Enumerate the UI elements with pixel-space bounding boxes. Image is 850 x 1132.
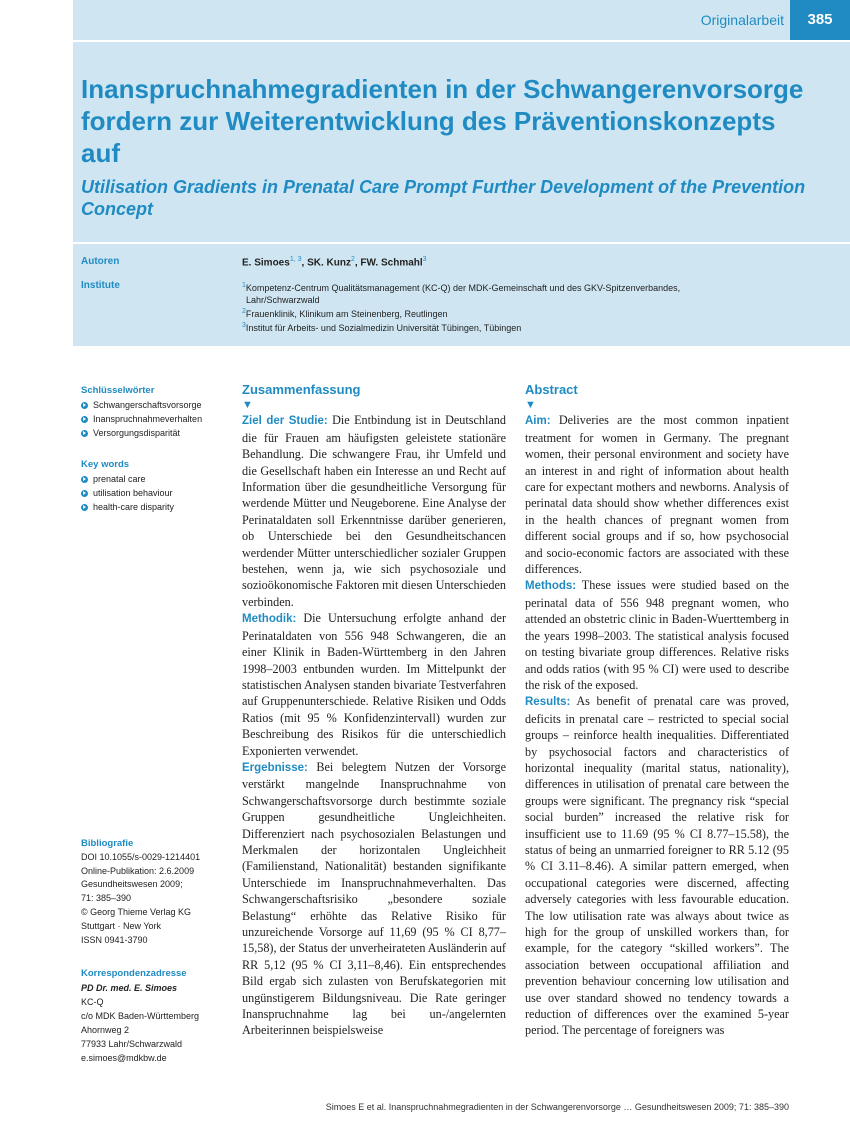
bullet-arrow-icon xyxy=(81,430,88,437)
paragraph-label: Aim: xyxy=(525,415,551,428)
address-line: KC-Q xyxy=(81,997,104,1007)
title-german: Inanspruchnahmegradienten in der Schwangerenvorsorge fordern zur Weiterentwicklung des Präventionskonzepts auf xyxy=(81,74,804,168)
institute-text: Frauenklinik, Klinikum am Steinenberg, Reutlingen xyxy=(245,309,448,319)
author-affiliation: 1, 3 xyxy=(289,256,302,263)
biblio-line: DOI 10.1055/s-0029-1214401 xyxy=(81,851,201,862)
keywords-german xyxy=(81,384,231,440)
paragraph-label: Methodik: xyxy=(242,613,297,626)
institute-item xyxy=(242,320,802,334)
paragraph-text: These issues were studied based on the perinatal data of 556 948 pregnant women, who attended an obstetric clinic in Baden-Wuerttemberg in the years 1998–2003. The statistical analysis focused on testing bivariate group differences. Relative risks and odds ratios (with 95 % CI) were used to describe the risk of the exposed. xyxy=(525,578,789,692)
keywords-english-heading: Key words xyxy=(81,459,130,470)
top-bar xyxy=(73,0,850,40)
abstract-heading: Abstract xyxy=(525,382,578,397)
keyword-item xyxy=(81,472,231,486)
biblio-line: ISSN 0941-3790 xyxy=(81,934,148,945)
institute-text: Kompetenz-Centrum Qualitätsmanagement (KC-Q) der MDK-Gemeinschaft und des GKV-Spitzenverbandes, xyxy=(245,283,681,293)
author-affiliation: 3 xyxy=(422,256,427,263)
author-name: FW. Schmahl xyxy=(360,257,423,269)
authors-label: Autoren xyxy=(81,256,120,267)
authors xyxy=(242,256,427,268)
keyword-item xyxy=(81,426,231,440)
bullet-arrow-icon xyxy=(81,490,88,497)
paragraph xyxy=(242,759,506,1039)
paragraph-text: Deliveries are the most common inpatient treatment for women in Germany. The pregnant women, their personal environment and society have an interest in and right of information about health care for expectant mothers and newborns. Analysis of perinatal data should show whether differences exist in the health chances of pregnant women from different social groups and if so, how psychosocial and socio-economic factors are associated with these differences. xyxy=(525,413,789,577)
zusammenfassung-column xyxy=(242,382,506,1039)
paragraph xyxy=(525,693,789,1039)
correspondence-heading: Korrespondenzadresse xyxy=(81,968,187,979)
abstract-column xyxy=(525,382,789,1039)
arrow-down-icon: ▼ xyxy=(525,399,536,412)
section-label: Originalarbeit xyxy=(700,12,784,28)
biblio-line: 71: 385–390 xyxy=(81,893,132,904)
paragraph-label: Ziel der Studie: xyxy=(242,415,328,428)
keyword-text: health-care disparity xyxy=(93,502,175,512)
address-line: Ahornweg 2 xyxy=(81,1025,130,1035)
bullet-arrow-icon xyxy=(81,402,88,409)
biblio-line: © Georg Thieme Verlag KG xyxy=(81,906,192,917)
title-english: Utilisation Gradients in Prenatal Care Prompt Further Development of the Prevention Concept xyxy=(81,177,806,219)
author-separator: , xyxy=(301,257,308,269)
author-separator: , xyxy=(354,257,361,269)
bibliography-heading: Bibliografie xyxy=(81,838,134,849)
keyword-text: Schwangerschaftsvorsorge xyxy=(93,400,202,410)
email-address: e.simoes@mdkbw.de xyxy=(81,1053,167,1063)
institute-text: Institut für Arbeits- und Sozialmedizin Universität Tübingen, Tübingen xyxy=(245,323,522,333)
biblio-line: Gesundheitswesen 2009; xyxy=(81,879,183,890)
address-line: c/o MDK Baden-Württemberg xyxy=(81,1011,200,1021)
biblio-line: Stuttgart · New York xyxy=(81,920,162,931)
author-name: SK. Kunz xyxy=(307,257,351,269)
keyword-item xyxy=(81,412,231,426)
institute-item xyxy=(242,294,802,306)
zusammenfassung-heading: Zusammenfassung xyxy=(242,382,361,397)
keywords-german-heading: Schlüsselwörter xyxy=(81,385,155,396)
biblio-line: Online-Publikation: 2.6.2009 xyxy=(81,865,195,876)
institute-text: Lahr/Schwarzwald xyxy=(246,295,320,305)
keyword-text: prenatal care xyxy=(93,474,146,484)
paragraph xyxy=(242,610,506,759)
keyword-text: utilisation behaviour xyxy=(93,488,173,498)
keyword-item xyxy=(81,500,231,514)
paragraph-text: Die Untersuchung erfolgte anhand der Perinataldaten von 556 948 Schwangeren, die an einer Klinik in Baden-Württemberg in den Jahren 1998–2003 entbunden wurden. Im Mittelpunkt der statistischen Analysen standen bivariate Testverfahren auf Gruppenunterschiede. Relative Risiken und Odds Ratios (mit 95 % Konfidenzintervall) wurden zur Beschreibung des Risikos für die unterschiedlich Exponierten verwendet. xyxy=(242,611,506,758)
author-name: E. Simoes xyxy=(242,257,290,269)
keyword-text: Versorgungsdisparität xyxy=(93,428,181,438)
paragraph xyxy=(242,412,506,610)
footer-citation: Simoes E et al. Inanspruchnahmegradienten in der Schwangerenvorsorge … Gesundheitswesen 2009; 71: 385–390 xyxy=(325,1102,789,1112)
institutes-label: Institute xyxy=(81,280,120,291)
bibliography xyxy=(81,837,231,947)
institute-number: 2 xyxy=(242,308,246,315)
institute-item xyxy=(242,306,802,320)
institute-item xyxy=(242,280,802,294)
correspondence-name: PD Dr. med. E. Simoes xyxy=(81,983,178,993)
address-line: 77933 Lahr/Schwarzwald xyxy=(81,1039,183,1049)
institutes-list xyxy=(242,280,802,334)
author-affiliation: 2 xyxy=(350,256,355,263)
bullet-arrow-icon xyxy=(81,504,88,511)
paragraph xyxy=(525,412,789,577)
correspondence xyxy=(81,967,231,1065)
paragraph-label: Results: xyxy=(525,696,571,709)
bullet-arrow-icon xyxy=(81,476,88,483)
keywords-english xyxy=(81,458,231,514)
page-number: 385 xyxy=(790,0,850,40)
institute-number: 1 xyxy=(242,282,246,289)
keyword-text: Inanspruchnahmeverhalten xyxy=(93,414,203,424)
paragraph xyxy=(525,577,789,693)
keyword-item xyxy=(81,486,231,500)
keyword-item xyxy=(81,398,231,412)
bullet-arrow-icon xyxy=(81,416,88,423)
paragraph-label: Ergebnisse: xyxy=(242,761,308,774)
paragraph-text: Die Entbindung ist in Deutschland die für Frauen am häufigsten geleistete stationäre Behandlung. Die schwangere Frau, ihr Umfeld und die Gesellschaft haben ein Interesse an und Recht auf Information über die gesundheitliche Versorgung für werdende Mütter und Neugeborene. Eine Analyse der Perinataldaten soll Erkenntnisse darüber generieren, ob Unterschiede bei den Gesundheitschancen werdender Mütter unterschiedlicher sozialer Gruppen bestehen, wenn ja, wie sich psychosoziale und sozioökonomische Faktoren mit diesen Unterschieden verbinden. xyxy=(242,413,507,609)
paragraph-text: As benefit of prenatal care was proved, deficits in prenatal care – restricted to special social groups – reinforce health inequalities. Differentiated by psychosocial factors and characteristics of horizontal inequality (marital status, nationality), differences in utilisation of prenatal care between the groups were significant. The pregnancy risk “special social burden” increased the relative risk for insufficient use to 11.69 (95 % CI 8.77–15.58), the status of being an unmarried foreigner to RR 5.12 (95 % CI 3.11–8.46). A similar pattern emerged, when occupational categories were discerned, affecting adversely categories with less favourable education. The low utilisation rate was always about twice as high for the group of unskilled workers than, for example, for the category “skilled workers”. The association between occupational affiliation and prevention behaviour concerning low utilisation and use over standard showed no tendency towards a reduction of differences over the examined 5-year period. The percentage of foreigners was xyxy=(525,694,789,1038)
institute-number: 3 xyxy=(242,322,246,329)
paragraph-text: Bei belegtem Nutzen der Vorsorge verstärkt mangelnde Inanspruchnahme von Schwangerschaftsvorsorge durch bestimmte soziale Gruppen gesundheitliche Ungleichheiten. Differenziert nach psychosozialen Belastungen und Merkmalen der horizontalen Ungleichheit (Familienstand, Nationalität) bestanden signifikante Unterschiede im Inanspruchnahmeverhalten. Das Schwangerschaftsrisiko „besondere soziale Belastung“ erhöhte das Relative Risiko für unzureichende Vorsorge auf 11,69 (95 % CI 8,77–15,58), der Status der unverheirateten Ausländerin auf RR 5,12 (95 % CI 3,11–8,46). Ein entsprechendes Bild ergab sich zulasten von Berufskategorien mit ungünstigerem Bildungsniveau. Die Rate geringer Inanspruchnahme lag bei un-/angelernten Arbeiterinnen beispielsweise xyxy=(242,759,507,1038)
paragraph-label: Methods: xyxy=(525,580,577,593)
arrow-down-icon: ▼ xyxy=(242,399,253,412)
